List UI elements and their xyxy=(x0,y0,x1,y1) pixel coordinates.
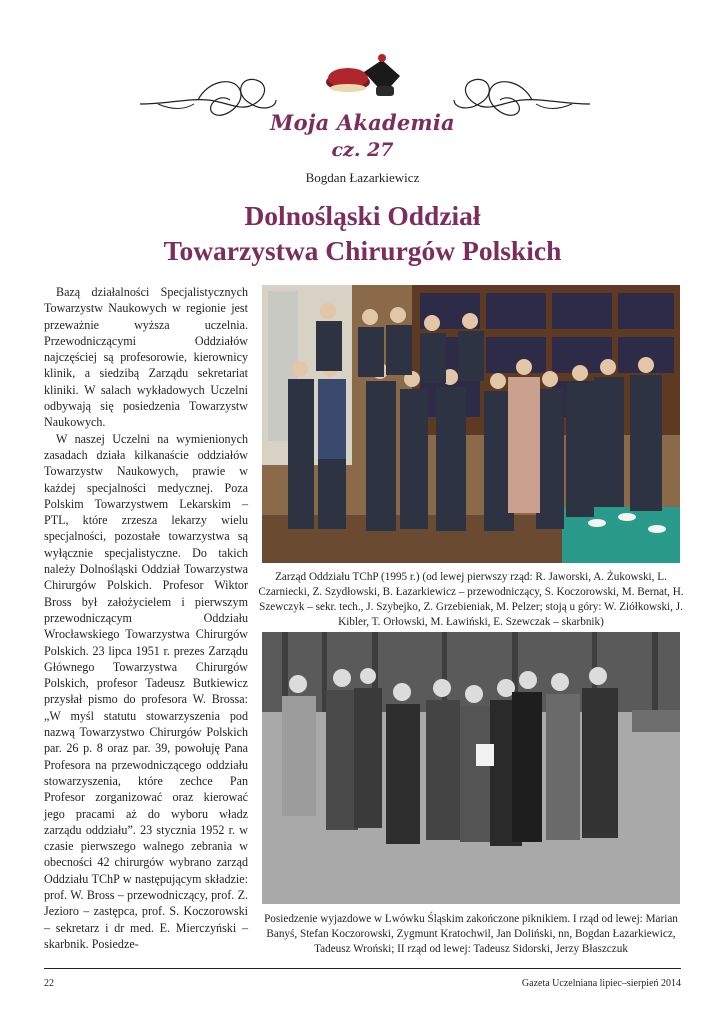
article-title-line-2: Towarzystwa Chirurgów Polskich xyxy=(163,235,562,266)
outdoor-group-photo xyxy=(262,632,680,904)
page-number: 22 xyxy=(44,978,54,989)
academic-caps-illustration xyxy=(318,46,408,106)
paragraph: Bazą działalności Specjalistycznych Towarzystw Naukowych w regionie jest przeważnie wyższa uczelnia. Przewodniczącymi Oddziałów najczęściej są profesorowie, kierownicy klinik, a siedzibą Zarządu sekretariat kliniki. W salach wykładowych Uczelni odbywają się posiedzenia Towarzystw Naukowych. xyxy=(44,285,248,430)
publication-info: Gazeta Uczelniana lipiec–sierpień 2014 xyxy=(521,978,681,989)
paragraph: W naszej Uczelni na wymienionych zasadach działa kilkanaście oddziałów Towarzystw Naukowych, prawie w każdej specjalności medycznej. Poza Polskim Towarzystwem Lekarskim – PTL, które zrzesza lekarzy wielu specjalności, pozostałe towarzystwa są wyłącznie specjalistyczne. Do takich należy Dolnośląski Oddział Towarzystwa Chirurgów Polskich. Profesor Wiktor Bross był założycielem i pierwszym przewodniczącym Oddziału Wrocławskiego Towarzystwa Chirurgów Polskich. 23 lipca 1951 r. prezes Zarządu Głównego Towarzystwa Chirurgów Polskich, profesor Tadeusz Butkiewicz przysłał pismo do profesora W. Brossa: „W myśl statutu stowarzyszenia pod nazwą Towarzystwo Chirurgów Polskich par. 26 p. 8 oraz par. 39, powołuję Pana Profesora na przewodniczącego oddziału stowarzyszenia, które zechce Pan Profesor zorganizować oraz kierować jego pracami aż do wyboru władz zarządu oddziału”. 23 stycznia 1952 r. w czasie pierwszego walnego zebrania w obecności 42 chirurgów wybrano zarząd Oddziału TChP w następującym składzie: prof. W. Bross – przewodniczący, prof. Z. Jezioro – zastępca, prof. S. Koczorowski – sekretarz i dr med. E. Mierczyński – skarbnik. Posiedze- xyxy=(44,431,248,951)
photo-caption: Zarząd Oddziału TChP (1995 r.) (od lewej pierwszy rząd: R. Jaworski, A. Żukowski, L. Czarniecki, Z. Szydłowski, B. Łazarkiewicz – przewodniczący, S. Koczorowski, M. Bernat, H. Szewczyk – sekr. tech., J. Szybejko, Z. Grzebieniak, M. Pelzer; stoją u góry: W. Ziółkowski, J. Kibler, T. Orłowski, M. Ławiński, E. Szewczak – skarbnik) xyxy=(258,571,684,628)
article-body xyxy=(44,284,248,952)
article-title xyxy=(0,198,725,268)
photo-caption: Posiedzenie wyjazdowe w Lwówku Śląskim zakończone piknikiem. I rząd od lewej: Marian Banyś, Stefan Koczorowski, Zygmunt Kratochwil, Jan Doliński, nn, Bogdan Łazarkiewicz, Tadeusz Wroński; II rząd od lewej: Tadeusz Sidorski, Jerzy Błaszczuk xyxy=(264,913,678,955)
article-title-line-1: Dolnośląski Oddział xyxy=(244,200,481,231)
column-title: Moja Akademia xyxy=(270,110,455,135)
footer-divider xyxy=(44,968,681,969)
column-part-number: cz. 27 xyxy=(331,139,394,161)
column-header xyxy=(0,40,725,170)
board-group-photo xyxy=(262,285,680,563)
author-name: Bogdan Łazarkiewicz xyxy=(305,170,420,185)
